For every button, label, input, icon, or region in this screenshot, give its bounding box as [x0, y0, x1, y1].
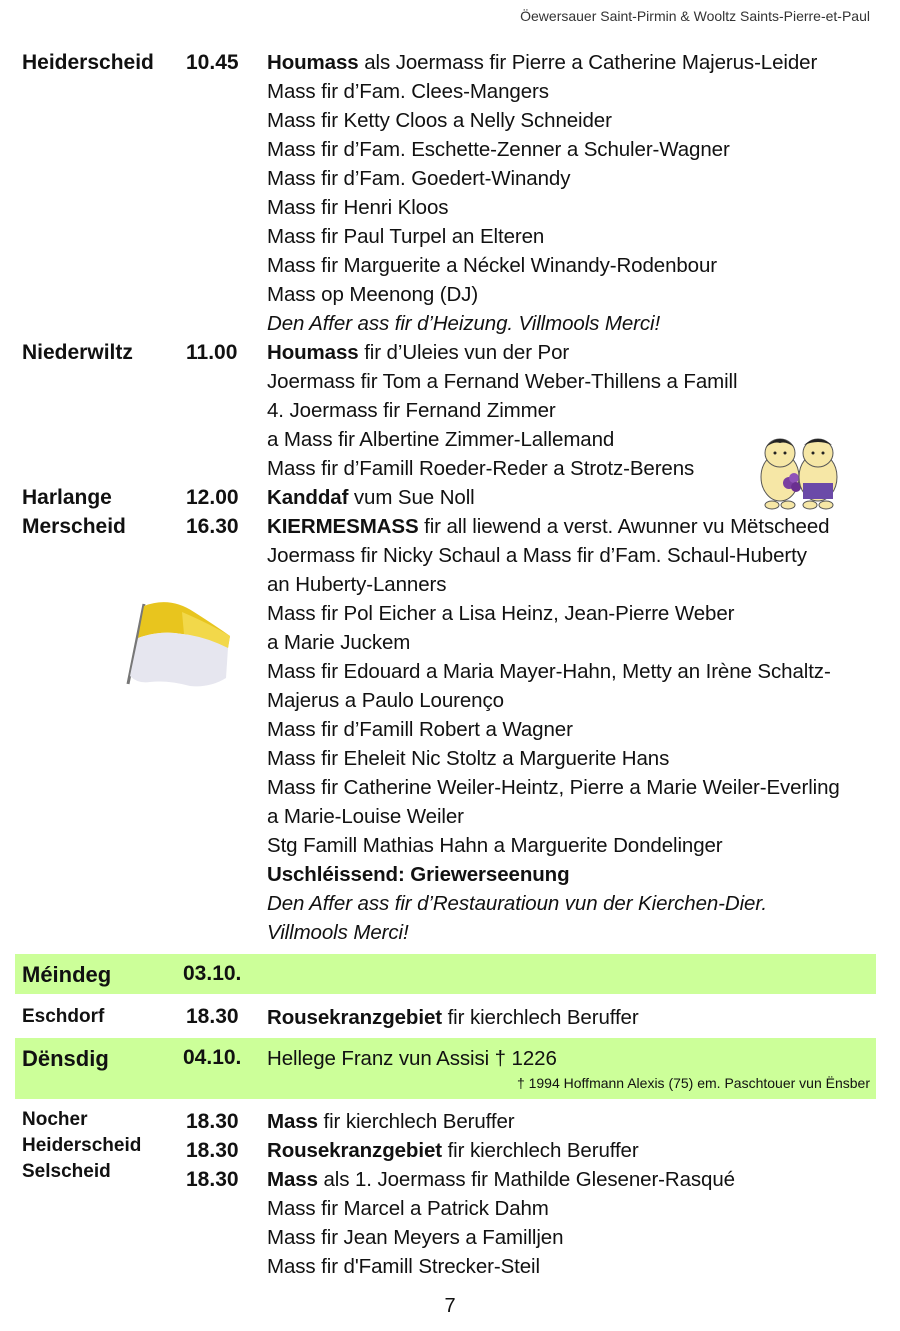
day-date: 03.10.: [183, 962, 242, 985]
entry-line: Mass fir Pol Eicher a Lisa Heinz, Jean-Pierre Weber: [267, 602, 735, 625]
page-number: 7: [444, 1295, 456, 1317]
page-header: Öewersauer Saint-Pirmin & Wooltz Saints-Pierre-et-Paul: [520, 8, 870, 24]
entry-line: [267, 515, 829, 539]
day-label: Méindeg: [22, 962, 112, 987]
place-selscheid: Selscheid: [22, 1161, 111, 1182]
time-nocher: 18.30: [186, 1110, 239, 1133]
entry-text: fir kierchlech Beruffer: [317, 1110, 515, 1133]
entry-bold: Kanddaf: [267, 486, 349, 509]
place-eschdorf: Eschdorf: [22, 1006, 105, 1027]
entry-line: Joermass fir Tom a Fernand Weber-Thillens a Famill: [267, 370, 738, 393]
entry-line: [267, 341, 569, 365]
entry-line: [267, 51, 817, 75]
offering-note: Den Affer ass fir d’Heizung. Villmools Merci!: [267, 312, 661, 335]
place-niederwiltz: Niederwiltz: [22, 341, 133, 364]
memorial-note: † 1994 Hoffmann Alexis (75) em. Paschtouer vun Ënsber: [516, 1075, 870, 1091]
entry-line: [267, 1110, 515, 1134]
entry-line: a Marie-Louise Weiler: [267, 805, 464, 828]
time-selscheid: 18.30: [186, 1168, 239, 1191]
entry-line: Mass fir Jean Meyers a Familljen: [267, 1226, 564, 1249]
flag-illustration: [120, 598, 238, 690]
entry-line: Mass fir d’Fam. Clees-Mangers: [267, 80, 549, 103]
entry-text: fir kierchlech Beruffer: [441, 1006, 639, 1029]
time-niederwiltz: 11.00: [186, 341, 238, 364]
entry-bold: Mass: [267, 1168, 318, 1191]
entry-line: Mass fir d’Famill Robert a Wagner: [267, 718, 573, 741]
time-heiderscheid-2: 18.30: [186, 1139, 239, 1162]
entry-line: a Mass fir Albertine Zimmer-Lallemand: [267, 428, 615, 451]
offering-note: Villmools Merci!: [267, 921, 409, 944]
entry-text: fir d’Uleies vun der Por: [358, 341, 570, 364]
day-label: Dënsdig: [22, 1046, 109, 1071]
entry-line: Mass fir d’Famill Roeder-Reder a Strotz-Berens: [267, 457, 695, 480]
entry-bold: Mass: [267, 1110, 318, 1133]
entry-line: Mass fir d’Fam. Goedert-Winandy: [267, 167, 571, 190]
offering-note: Den Affer ass fir d’Restauratioun vun der Kierchen-Dier.: [267, 892, 767, 915]
entry-line: Mass fir Ketty Cloos a Nelly Schneider: [267, 109, 612, 132]
entry-line: Majerus a Paulo Lourenço: [267, 689, 504, 712]
entry-bold: Rousekranzgebiet: [267, 1139, 442, 1162]
time-heiderscheid: 10.45: [186, 51, 239, 74]
place-heiderscheid: Heiderscheid: [22, 51, 154, 74]
entry-bold: Rousekranzgebiet: [267, 1006, 442, 1029]
entry-text: fir all liewend a verst. Awunner vu Mëtscheed: [418, 515, 830, 538]
entry-line: Mass fir Paul Turpel an Elteren: [267, 225, 545, 248]
entry-line: Mass fir Marcel a Patrick Dahm: [267, 1197, 549, 1220]
blessing-line: Uschléissend: Griewerseenung: [267, 863, 570, 886]
entry-line: [267, 486, 475, 510]
entry-text: vum Sue Noll: [348, 486, 475, 509]
entry-line: Stg Famill Mathias Hahn a Marguerite Dondelinger: [267, 834, 723, 857]
entry-line: an Huberty-Lanners: [267, 573, 447, 596]
day-date: 04.10.: [183, 1046, 242, 1069]
entry-text: fir kierchlech Beruffer: [441, 1139, 639, 1162]
entry-line: Mass fir Catherine Weiler-Heintz, Pierre a Marie Weiler-Everling: [267, 776, 840, 799]
time-merscheid: 16.30: [186, 515, 239, 538]
entry-line: Mass fir d'Famill Strecker-Steil: [267, 1255, 540, 1278]
feast-line: Hellege Franz vun Assisi † 1226: [267, 1047, 557, 1070]
day-band: [15, 954, 876, 994]
place-nocher: Nocher: [22, 1109, 88, 1130]
entry-bold: Houmass: [267, 51, 359, 74]
entry-line: [267, 1139, 639, 1163]
entry-text: als 1. Joermass fir Mathilde Glesener-Rasqué: [317, 1168, 735, 1191]
entry-line: Mass fir d’Fam. Eschette-Zenner a Schuler-Wagner: [267, 138, 730, 161]
entry-bold: KIERMESMASS: [267, 515, 419, 538]
entry-line: Joermass fir Nicky Schaul a Mass fir d’Fam. Schaul-Huberty: [267, 544, 807, 567]
time-harlange: 12.00: [186, 486, 239, 509]
entry-line: a Marie Juckem: [267, 631, 411, 654]
entry-text: als Joermass fir Pierre a Catherine Majerus-Leider: [358, 51, 818, 74]
place-heiderscheid-2: Heiderscheid: [22, 1135, 142, 1156]
entry-line: Mass fir Marguerite a Néckel Winandy-Rodenbour: [267, 254, 718, 277]
entry-line: Mass fir Edouard a Maria Mayer-Hahn, Metty an Irène Schaltz-: [267, 660, 831, 683]
entry-line: Mass op Meenong (DJ): [267, 283, 479, 306]
time-eschdorf: 18.30: [186, 1005, 239, 1028]
entry-line: 4. Joermass fir Fernand Zimmer: [267, 399, 556, 422]
place-harlange: Harlange: [22, 486, 112, 509]
entry-line: Mass fir Henri Kloos: [267, 196, 449, 219]
couple-illustration: [756, 433, 842, 511]
entry-line: [267, 1168, 735, 1192]
entry-line: [267, 1006, 639, 1030]
entry-line: Mass fir Eheleit Nic Stoltz a Marguerite Hans: [267, 747, 670, 770]
place-merscheid: Merscheid: [22, 515, 126, 538]
entry-bold: Houmass: [267, 341, 359, 364]
